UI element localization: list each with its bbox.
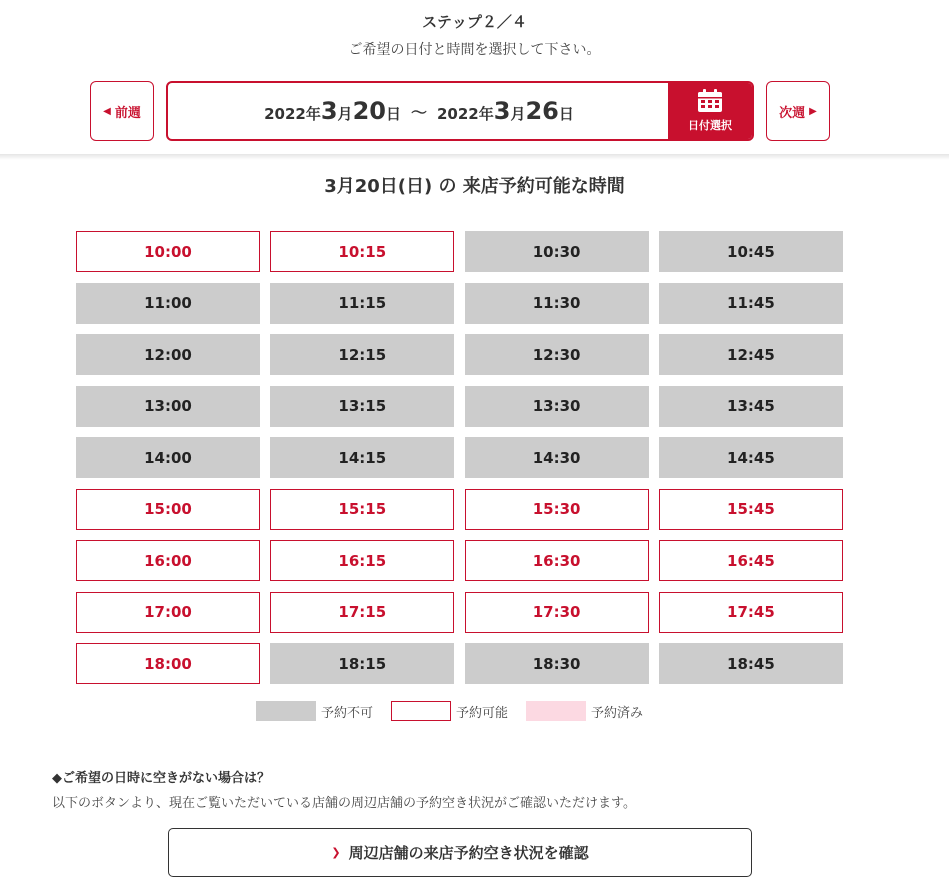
date-select-label: 日付選択 [688, 119, 732, 132]
time-slot-1830: 18:30 [465, 643, 649, 684]
legend-unavailable [256, 701, 373, 721]
time-slot-1745[interactable]: 17:45 [659, 592, 843, 633]
nearby-stores-label: 周辺店舗の来店予約空き状況を確認 [348, 844, 589, 862]
time-slot-1045: 10:45 [659, 231, 843, 272]
date-start [264, 96, 401, 125]
triangle-left-icon: ◀ [103, 105, 111, 117]
time-slot-grid [76, 231, 843, 684]
time-slot-1400: 14:00 [76, 437, 260, 478]
time-slot-1730[interactable]: 17:30 [465, 592, 649, 633]
time-slot-1845: 18:45 [659, 643, 843, 684]
step-subtitle: ご希望の日付と時間を選択して下さい。 [348, 42, 601, 58]
legend-unavailable-label: 予約不可 [321, 705, 374, 721]
note-title: ◆ご希望の日時に空きがない場合は？ [52, 771, 270, 786]
time-slot-1430: 14:30 [465, 437, 649, 478]
legend-available [391, 701, 508, 721]
date-select-button[interactable] [668, 83, 752, 139]
day-title: 3月20日(日) の 来店予約可能な時間 [324, 176, 625, 197]
time-slot-1215: 12:15 [270, 334, 454, 375]
time-slot-1445: 14:45 [659, 437, 843, 478]
time-slot-1115: 11:15 [270, 283, 454, 324]
time-slot-1015[interactable]: 10:15 [270, 231, 454, 272]
date-range-box [166, 81, 754, 141]
time-slot-1100: 11:00 [76, 283, 260, 324]
time-slot-1800[interactable]: 18:00 [76, 643, 260, 684]
start-day: 20 [352, 96, 386, 125]
legend-swatch-reserved [526, 701, 586, 721]
end-day: 26 [525, 96, 559, 125]
time-slot-1715[interactable]: 17:15 [270, 592, 454, 633]
time-slot-1000[interactable]: 10:00 [76, 231, 260, 272]
end-day-unit: 日 [558, 104, 574, 123]
note-text: 以下のボタンより、現在ご覧いただいている店舗の周辺店舗の予約空き状況がご確認いただけます。 [52, 796, 636, 811]
legend-available-label: 予約可能 [456, 705, 509, 721]
start-month: 3 [320, 96, 338, 125]
time-slot-1230: 12:30 [465, 334, 649, 375]
prev-week-label: 前週 [114, 105, 141, 121]
time-slot-1200: 12:00 [76, 334, 260, 375]
time-slot-1330: 13:30 [465, 386, 649, 427]
triangle-right-icon: ▶ [809, 105, 817, 117]
header-divider [0, 154, 949, 160]
time-slot-1630[interactable]: 16:30 [465, 540, 649, 581]
time-slot-1245: 12:45 [659, 334, 843, 375]
time-slot-1645[interactable]: 16:45 [659, 540, 843, 581]
start-year: 2022年 [264, 104, 321, 123]
time-slot-1700[interactable]: 17:00 [76, 592, 260, 633]
legend [256, 701, 661, 721]
time-slot-1315: 13:15 [270, 386, 454, 427]
time-slot-1415: 14:15 [270, 437, 454, 478]
time-slot-1530[interactable]: 15:30 [465, 489, 649, 530]
legend-reserved-label: 予約済み [591, 705, 644, 721]
time-slot-1030: 10:30 [465, 231, 649, 272]
time-slot-1145: 11:45 [659, 283, 843, 324]
start-day-unit: 日 [385, 104, 401, 123]
step-title: ステップ２／４ [422, 13, 527, 31]
prev-week-button[interactable] [90, 81, 154, 141]
next-week-button[interactable] [766, 81, 830, 141]
legend-swatch-available [391, 701, 451, 721]
range-separator: ～ [410, 102, 427, 122]
time-slot-1345: 13:45 [659, 386, 843, 427]
next-week-label: 次週 [779, 105, 806, 121]
time-slot-1815: 18:15 [270, 643, 454, 684]
chevron-right-icon: ❯ [331, 846, 341, 859]
start-month-unit: 月 [337, 104, 353, 123]
end-month: 3 [493, 96, 511, 125]
date-end [437, 96, 574, 125]
legend-reserved [526, 701, 643, 721]
time-slot-1615[interactable]: 16:15 [270, 540, 454, 581]
time-slot-1300: 13:00 [76, 386, 260, 427]
nearby-stores-button[interactable] [168, 828, 752, 877]
end-month-unit: 月 [510, 104, 526, 123]
end-year: 2022年 [437, 104, 494, 123]
calendar-icon [697, 89, 723, 113]
date-range [168, 83, 670, 139]
time-slot-1500[interactable]: 15:00 [76, 489, 260, 530]
time-slot-1600[interactable]: 16:00 [76, 540, 260, 581]
time-slot-1130: 11:30 [465, 283, 649, 324]
time-slot-1515[interactable]: 15:15 [270, 489, 454, 530]
legend-swatch-unavailable [256, 701, 316, 721]
time-slot-1545[interactable]: 15:45 [659, 489, 843, 530]
